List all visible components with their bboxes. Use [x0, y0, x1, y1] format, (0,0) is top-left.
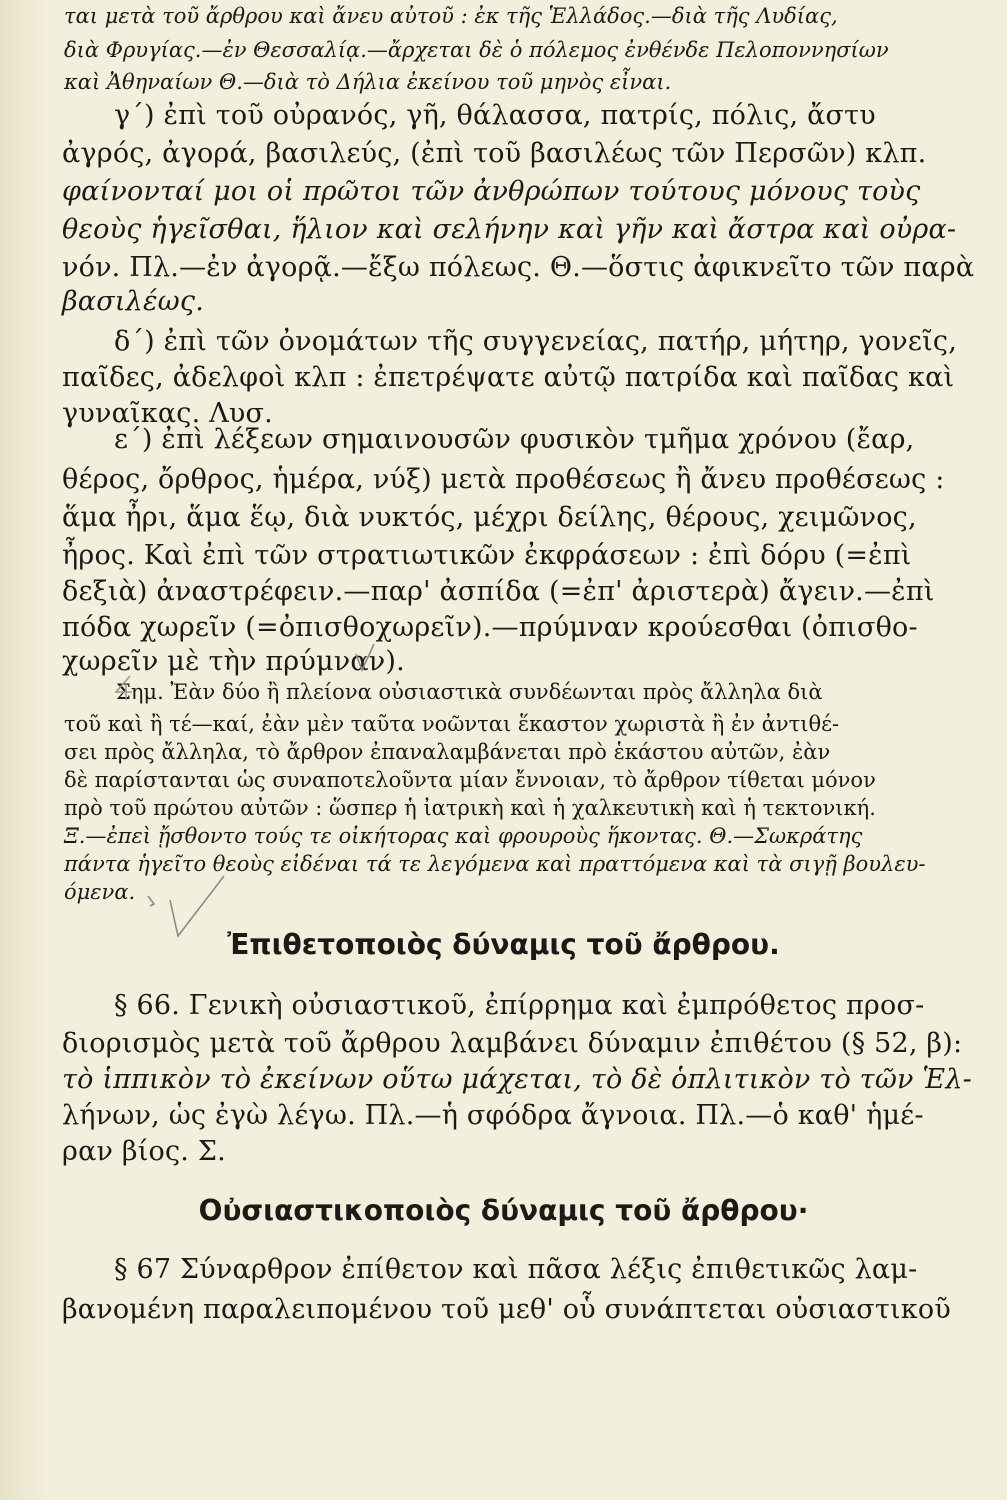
text-line: λήνων, ὡς ἐγὼ λέγω. Πλ.—ἡ σφόδρα ἄγνοια. Πλ.—ὁ καθ' ἡμέ-	[62, 1100, 924, 1131]
text-line: δ΄) ἐπὶ τῶν ὀνομάτων τῆς συγγενείας, πατήρ, μήτηρ, γονεῖς,	[114, 326, 957, 357]
text-line: ἅμα ἦρι, ἅμα ἕῳ, διὰ νυκτός, μέχρι δείλης, θέρους, χειμῶνος,	[62, 502, 917, 533]
text-line: θέρος, ὄρθρος, ἡμέρα, νύξ) μετὰ προθέσεως ἢ ἄνευ προθέσεως :	[62, 464, 945, 495]
text-line: διορισμὸς μετὰ τοῦ ἄρθρου λαμβάνει δύναμιν ἐπιθέτου (§ 52, β):	[62, 1028, 963, 1059]
text-line: νόν. Πλ.—ἐν ἀγορᾷ.—ἔξω πόλεως. Θ.—ὅστις ἀφικνεῖτο τῶν παρὰ	[62, 252, 975, 283]
text-line: πόδα χωρεῖν (=ὀπισθοχωρεῖν).—πρύμναν κρούεσθαι (ὀπισθο-	[62, 612, 918, 643]
text-line: φαίνονταί μοι οἱ πρῶτοι τῶν ἀνθρώπων τούτους μόνους τοὺς	[62, 176, 921, 207]
section-heading: Οὐσιαστικοποιὸς δύναμις τοῦ ἄρθρου·	[198, 1194, 809, 1227]
text-line: δεξιὰ) ἀναστρέφειν.—παρ' ἀσπίδα (=ἐπ' ἀριστερὰ) ἄγειν.—ἐπὶ	[62, 576, 935, 607]
text-line: τὸ ἱππικὸν τὸ ἐκείνων οὕτω μάχεται, τὸ δὲ ὁπλιτικὸν τὸ τῶν Ἑλ-	[62, 1064, 972, 1095]
text-line: ε΄) ἐπὶ λέξεων σημαινουσῶν φυσικὸν τμῆμα χρόνου (ἔαρ,	[114, 424, 915, 455]
text-line: § 66. Γενικὴ οὐσιαστικοῦ, ἐπίρρημα καὶ ἐμπρόθετος προσ-	[114, 990, 925, 1021]
text-line: παῖδες, ἀδελφοὶ κλπ : ἐπετρέψατε αὐτῷ πατρίδα καὶ παῖδας καὶ	[62, 362, 955, 393]
page-edge-shadow	[0, 0, 50, 1500]
text-line: θεοὺς ἡγεῖσθαι, ἥλιον καὶ σελήνην καὶ γῆν καὶ ἄστρα καὶ οὐρα-	[62, 214, 957, 245]
section-heading: Ἐπιθετοποιὸς δύναμις τοῦ ἄρθρου.	[227, 928, 780, 961]
note-line: πρὸ τοῦ πρώτου αὐτῶν : ὥσπερ ἡ ἰατρικὴ καὶ ἡ χαλκευτικὴ καὶ ἡ τεκτονική.	[64, 796, 876, 820]
note-line: Σημ. Ἐὰν δύο ἢ πλείονα οὐσιαστικὰ συνδέωνται πρὸς ἄλληλα διὰ	[116, 680, 823, 704]
note-line: δὲ παρίστανται ὡς συναποτελοῦντα μίαν ἔννοιαν, τὸ ἄρθρον τίθεται μόνον	[64, 768, 876, 792]
text-line: γ΄) ἐπὶ τοῦ οὐρανός, γῆ, θάλασσα, πατρίς, πόλις, ἄστυ	[114, 100, 876, 131]
text-line: ται μετὰ τοῦ ἄρθρου καὶ ἄνευ αὐτοῦ : ἐκ τῆς Ἑλλάδος.—διὰ τῆς Λυδίας,	[64, 4, 838, 28]
note-line: τοῦ καὶ ἢ τέ—καί, ἐὰν μὲν ταῦτα νοῶνται ἕκαστον χωριστὰ ἢ ἐν ἀντιθέ-	[64, 712, 840, 736]
pencil-check-mark	[140, 870, 230, 940]
text-line: βασιλέως.	[62, 286, 204, 317]
pencil-margin-mark	[110, 672, 138, 702]
pencil-check-mark	[350, 640, 380, 676]
text-line: βανομένη παραλειπομένου τοῦ μεθ' οὗ συνάπτεται οὐσιαστικοῦ	[62, 1294, 951, 1325]
text-line: ἀγρός, ἀγορά, βασιλεύς, (ἐπὶ τοῦ βασιλέως τῶν Περσῶν) κλπ.	[62, 138, 927, 169]
note-line: σει πρὸς ἄλληλα, τὸ ἄρθρον ἐπαναλαμβάνεται πρὸ ἑκάστου αὐτῶν, ἐὰν	[64, 740, 831, 764]
text-line: καὶ Ἀθηναίων Θ.—διὰ τὸ Δήλια ἐκείνου τοῦ μηνὸς εἶναι.	[64, 70, 672, 94]
text-line: ἦρος. Καὶ ἐπὶ τῶν στρατιωτικῶν ἐκφράσεων : ἐπὶ δόρυ (=ἐπὶ	[62, 540, 912, 571]
text-line: γυναῖκας. Λυσ.	[62, 398, 273, 429]
text-line: χωρεῖν μὲ τὴν πρύμναν).	[62, 646, 405, 677]
text-line: § 67 Σύναρθρον ἐπίθετον καὶ πᾶσα λέξις ἐπιθετικῶς λαμ-	[114, 1254, 918, 1285]
text-line: διὰ Φρυγίας.—ἐν Θεσσαλίᾳ.—ἄρχεται δὲ ὁ πόλεμος ἐνθένδε Πελοποννησίων	[64, 38, 889, 62]
text-line: ραν βίος. Σ.	[62, 1136, 226, 1167]
note-line: Ξ.—ἐπεὶ ᾔσθοντο τούς τε οἰκήτορας καὶ φρουροὺς ἥκοντας. Θ.—Σωκράτης	[64, 824, 863, 848]
note-line: πάντα ἡγεῖτο θεοὺς εἰδέναι τά τε λεγόμενα καὶ πραττόμενα καὶ τὰ σιγῇ βουλευ-	[64, 852, 926, 876]
note-line: όμενα.	[64, 880, 136, 904]
